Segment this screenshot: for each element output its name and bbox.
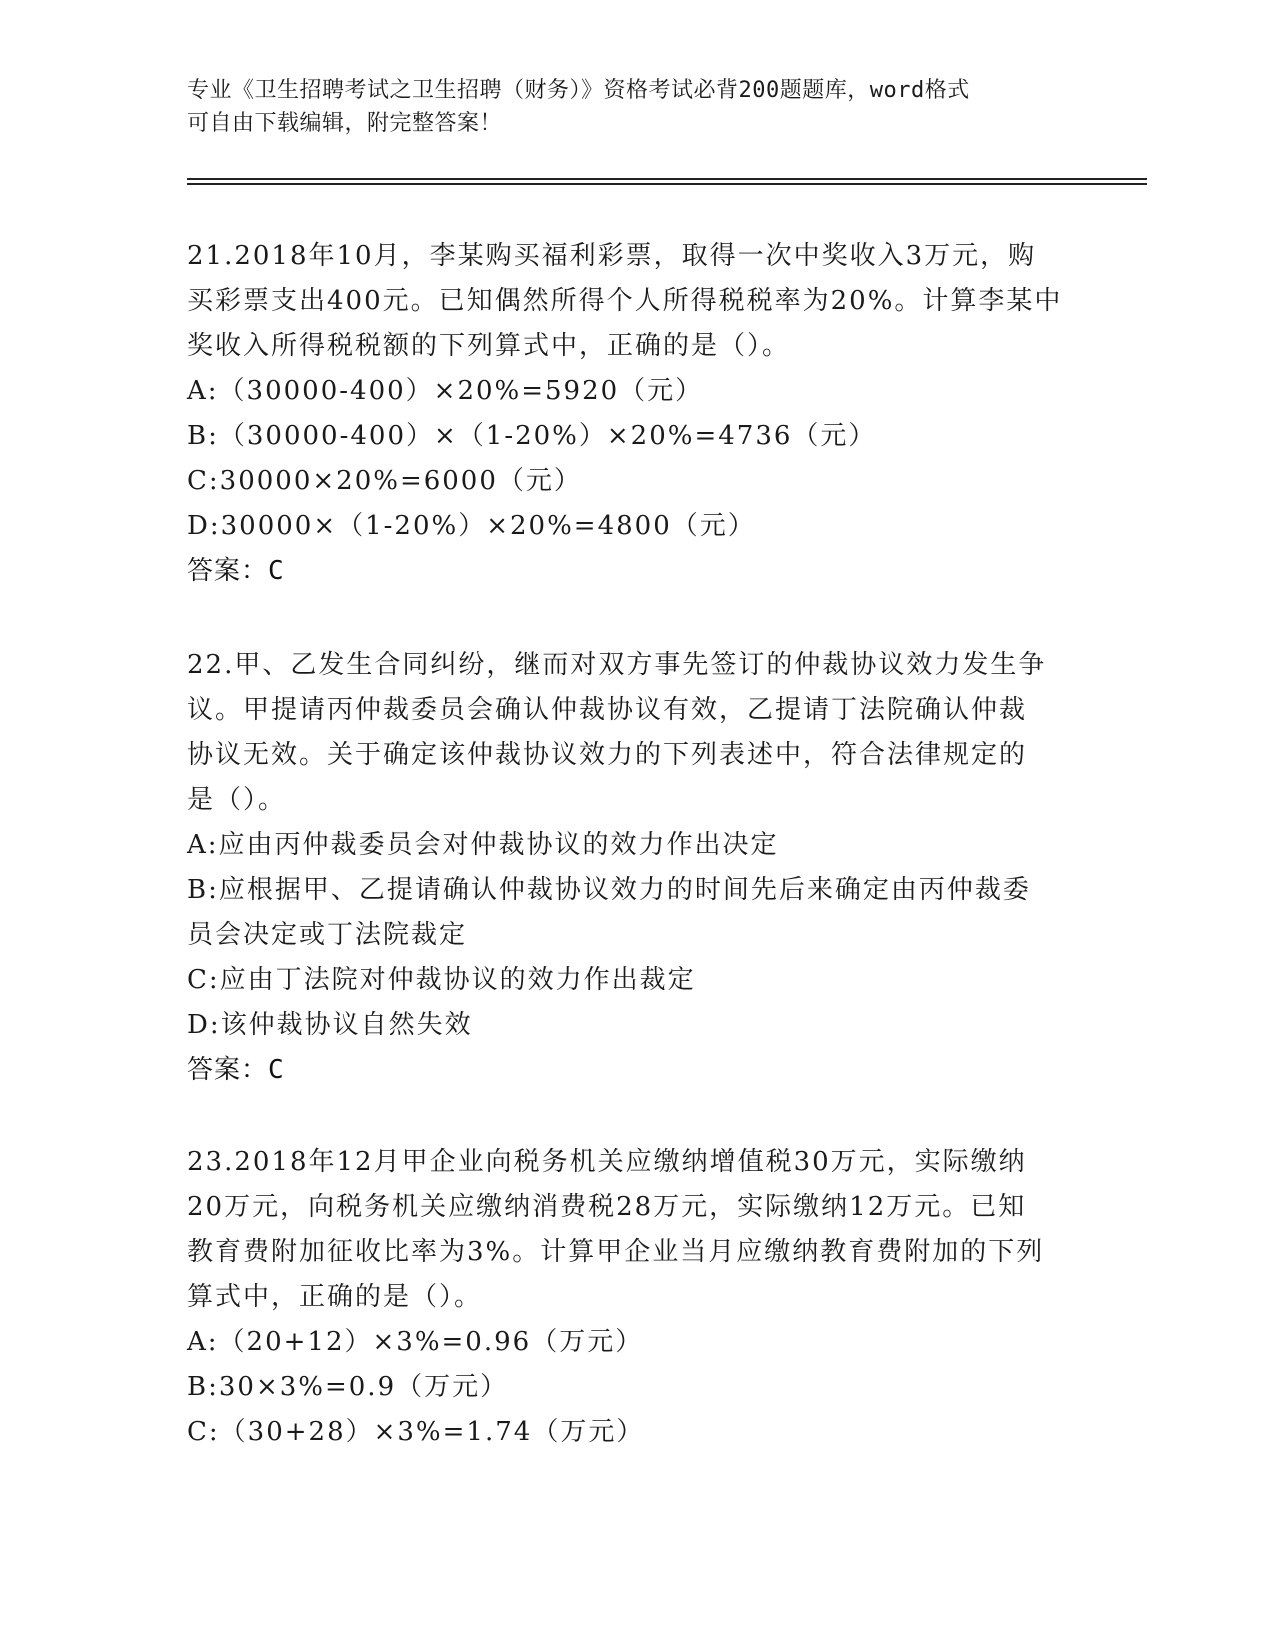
- option-c: C:应由丁法院对仲裁协议的效力作出裁定: [187, 965, 696, 995]
- option-d: D:30000×（1-20%）×20%=4800（元）: [187, 511, 756, 541]
- option-b: B:30×3%=0.9（万元）: [187, 1372, 509, 1402]
- answer: 答案：C: [187, 1055, 285, 1085]
- option-b-continued: 员会决定或丁法院裁定: [187, 920, 468, 950]
- question-stem-line: 教育费附加征收比率为3%。计算甲企业当月应缴纳教育费附加的下列: [187, 1237, 1045, 1267]
- question-22: [187, 643, 1087, 1093]
- document-header: [187, 74, 1087, 140]
- option-a: A:（20+12）×3%=0.96（万元）: [187, 1327, 644, 1357]
- question-21: [187, 234, 1087, 594]
- question-stem-line: 议。甲提请丙仲裁委员会确认仲裁协议有效，乙提请丁法院确认仲裁: [187, 695, 1028, 725]
- question-stem-line: 奖收入所得税税额的下列算式中，正确的是（）。: [187, 331, 791, 361]
- question-stem-line: 20万元，向税务机关应缴纳消费税28万元，实际缴纳12万元。已知: [187, 1192, 1027, 1222]
- question-stem-line: 23.2018年12月甲企业向税务机关应缴纳增值税30万元，实际缴纳: [187, 1147, 1027, 1177]
- question-stem-line: 协议无效。关于确定该仲裁协议效力的下列表述中，符合法律规定的: [187, 740, 1028, 770]
- question-stem-line: 21.2018年10月，李某购买福利彩票，取得一次中奖收入3万元，购: [187, 241, 1037, 271]
- option-b: B:（30000-400）×（1-20%）×20%=4736（元）: [187, 421, 877, 451]
- option-a: A:（30000-400）×20%=5920（元）: [187, 376, 704, 406]
- question-23: [187, 1140, 1087, 1455]
- option-d: D:该仲裁协议自然失效: [187, 1010, 473, 1040]
- header-line: 专业《卫生招聘考试之卫生招聘（财务）》资格考试必背200题题库，word格式: [187, 78, 970, 103]
- question-stem-line: 是（）。: [187, 785, 287, 815]
- header-line: 可自由下载编辑，附完整答案！: [187, 111, 503, 136]
- option-a: A:应由丙仲裁委员会对仲裁协议的效力作出决定: [187, 830, 779, 860]
- option-c: C:30000×20%=6000（元）: [187, 466, 582, 496]
- question-stem-line: 买彩票支出400元。已知偶然所得个人所得税税率为20%。计算李某中: [187, 286, 1063, 316]
- question-stem-line: 22.甲、乙发生合同纠纷，继而对双方事先签订的仲裁协议效力发生争: [187, 650, 1047, 680]
- header-divider: [187, 183, 1147, 185]
- header-divider: [187, 178, 1147, 180]
- question-stem-line: 算式中，正确的是（）。: [187, 1282, 483, 1312]
- answer: 答案：C: [187, 556, 285, 586]
- option-c: C:（30+28）×3%=1.74（万元）: [187, 1417, 645, 1447]
- option-b: B:应根据甲、乙提请确认仲裁协议效力的时间先后来确定由丙仲裁委: [187, 875, 1031, 905]
